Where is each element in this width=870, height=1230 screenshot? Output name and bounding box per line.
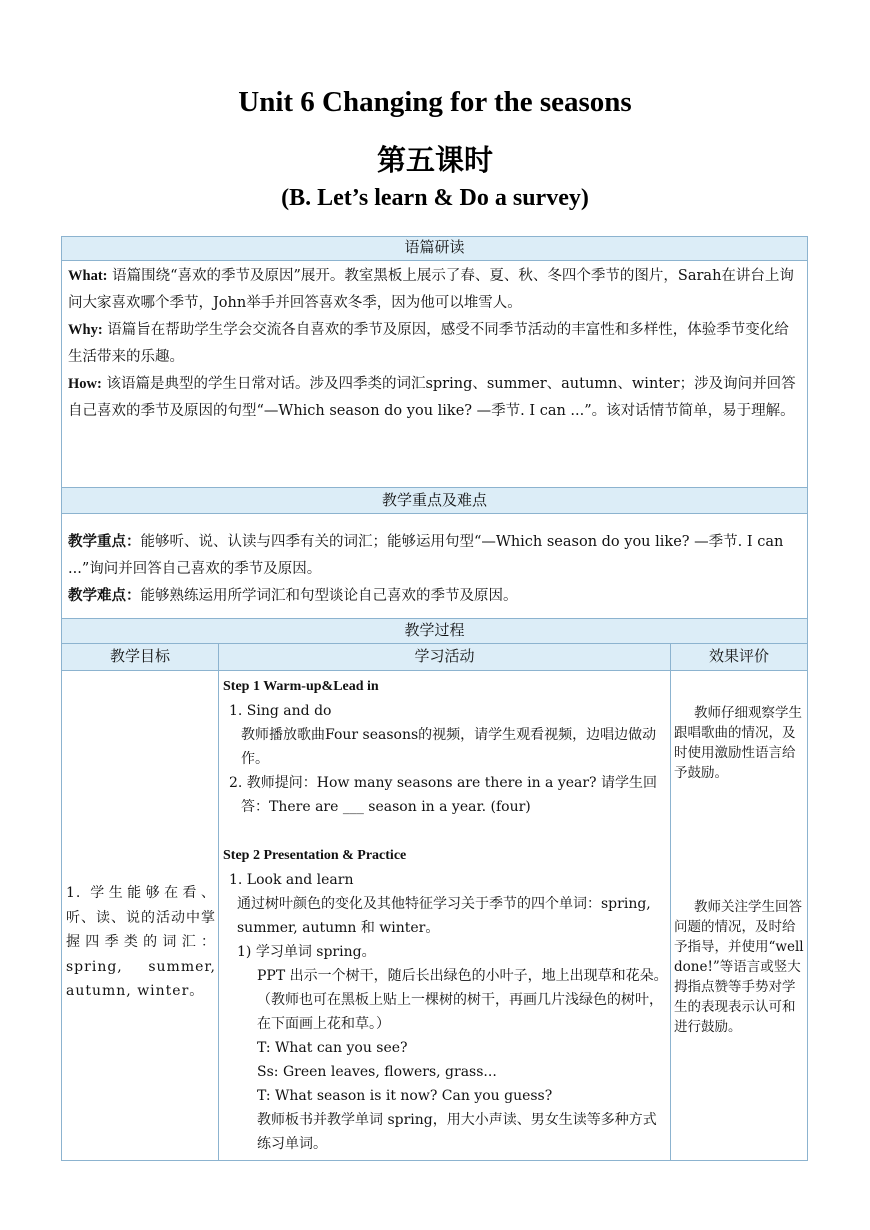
objective-cell [61, 670, 219, 1161]
dialog-line: T: What season is it now? Can you guess? [257, 1088, 553, 1104]
step2-title: Step 2 Presentation & Practice [223, 848, 407, 863]
step1-title: Step 1 Warm-up&Lead in [223, 679, 379, 694]
key-point: 教学重点：能够听、说、认读与四季有关的词汇；能够运用句型“—Which season do you like? —季节. I can ...”询问并回答自己喜欢的季节及原因。 [68, 534, 784, 577]
focus-body [61, 513, 808, 619]
dialog-line: Ss: Green leaves, flowers, grass... [257, 1064, 497, 1080]
step2-sub1: 1) 学习单词 spring。 [237, 944, 376, 960]
analysis-heading [61, 236, 808, 261]
page-title: Unit 6 Changing for the seasons [238, 86, 632, 118]
step1-item1-text: 教师播放歌曲Four seasons的视频，请学生观看视频，边唱边做动作。 [241, 727, 657, 767]
what-paragraph: What: 语篇围绕“喜欢的季节及原因”展开。教室黑板上展示了春、夏、秋、冬四个季节的图片，Sarah在讲台上询问大家喜欢哪个季节，John举手并回答喜欢冬季，因为他可以堆雪人。 [68, 268, 794, 311]
evaluation-1: 教师仔细观察学生跟唱歌曲的情况，及时使用激励性语言给予鼓励。 [674, 705, 802, 781]
objective-text: 1. 学生能够在看、听、读、说的活动中掌握四季类的词汇：spring, summer, autumn, winter。 [66, 885, 216, 999]
difficult-point: 教学难点：能够熟练运用所学词汇和句型谈论自己喜欢的季节及原因。 [68, 588, 518, 604]
col-evaluation-header: 效果评价 [670, 643, 808, 671]
step1-item2: 2. 教师提问：How many seasons are there in a year? 请学生回答：There are ___ season in a year. (four) [229, 775, 658, 815]
spacer [223, 819, 668, 843]
evaluation-2: 教师关注学生回答问题的情况，及时给予指导，并使用“well done!”等语言或竖大拇指点赞等手势对学生的表现表示认可和进行鼓励。 [674, 899, 804, 1035]
dialog-line: T: What can you see? [257, 1040, 408, 1056]
step1-item1: 1. Sing and do [229, 703, 332, 719]
analysis-heading-text: 语篇研读 [404, 238, 465, 256]
col-objective-header: 教学目标 [61, 643, 219, 671]
how-paragraph: How: 该语篇是典型的学生日常对话。涉及四季类的词汇spring、summer、autumn、winter；涉及询问并回答自己喜欢的季节及原因的句型“—Which season do you like? —季节. I can ...”。该对话情节简单，易于理解。 [68, 376, 796, 419]
lesson-number: 第五课时 [376, 143, 493, 177]
focus-heading: 教学重点及难点 [61, 487, 808, 514]
analysis-body [61, 260, 808, 488]
why-paragraph: Why: 语篇旨在帮助学生学会交流各自喜欢的季节及原因，感受不同季节活动的丰富性和多样性，体验季节变化给生活带来的乐趣。 [68, 322, 789, 365]
step2-item1: 1. Look and learn [229, 872, 354, 888]
lesson-subtitle: (B. Let’s learn & Do a survey) [281, 185, 589, 211]
process-heading: 教学过程 [61, 618, 808, 644]
activity-cell [218, 670, 671, 1161]
col-activity-header: 学习活动 [218, 643, 671, 671]
step2-item1-text: 通过树叶颜色的变化及其他特征学习关于季节的四个单词：spring, summer, autumn 和 winter。 [237, 896, 651, 936]
step2-sub1-text: PPT 出示一个树干，随后长出绿色的小叶子，地上出现草和花朵。（教师也可在黑板上贴上一棵树的树干，再画几片浅绿色的树叶，在下面画上花和草。） [257, 968, 668, 1032]
evaluation-cell [670, 670, 808, 1161]
step2-end: 教师板书并教学单词 spring，用大小声读、男女生读等多种方式练习单词。 [257, 1112, 657, 1152]
